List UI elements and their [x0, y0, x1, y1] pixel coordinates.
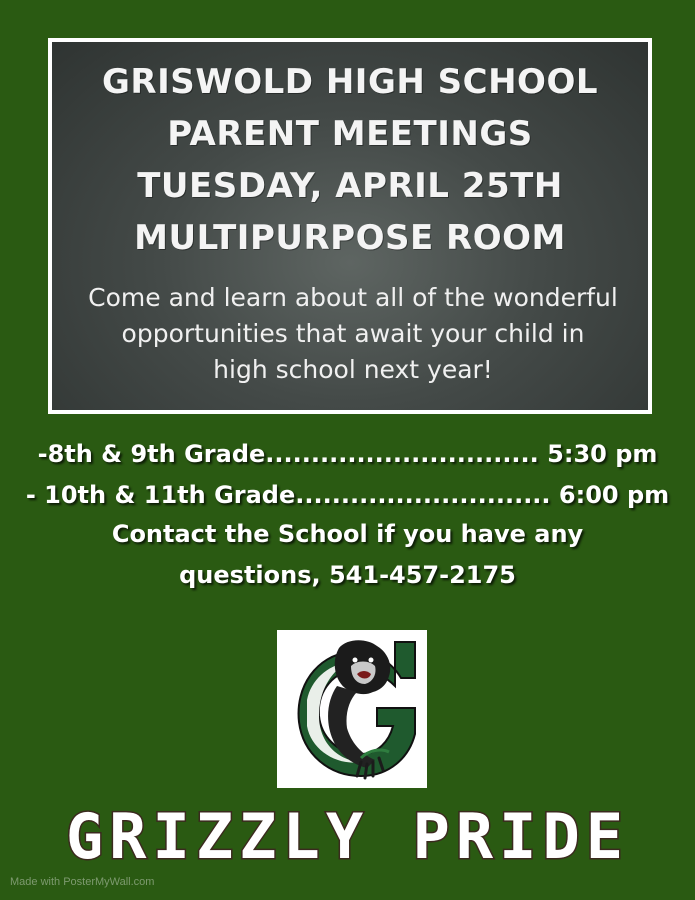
schedule-row-10th-11th: - 10th & 11th Grade............................ 6:00 pm — [25, 481, 670, 509]
grizzly-pride-slogan: GRIZZLY PRIDE — [65, 800, 630, 873]
chalkboard-panel — [48, 38, 652, 414]
contact-phone-line: questions, 541-457-2175 — [179, 561, 516, 589]
school-logo — [277, 630, 427, 788]
schedule-row-8th-9th: -8th & 9th Grade.............................. 5:30 pm — [37, 440, 658, 468]
description-line: Come and learn about all of the wonderful — [88, 283, 618, 312]
description-line: high school next year! — [213, 355, 493, 384]
event-heading: PARENT MEETINGS — [167, 114, 533, 154]
contact-line: Contact the School if you have any — [111, 520, 584, 548]
event-location: MULTIPURPOSE ROOM — [134, 218, 566, 258]
school-name-heading: GRISWOLD HIGH SCHOOL — [101, 62, 599, 102]
grizzly-bear-g-logo-icon — [277, 630, 427, 788]
postermywall-watermark[interactable]: Made with PosterMyWall.com — [10, 876, 155, 888]
event-description — [70, 280, 636, 388]
description-line: opportunities that await your child in — [121, 319, 585, 348]
event-date: TUESDAY, APRIL 25TH — [137, 166, 563, 206]
